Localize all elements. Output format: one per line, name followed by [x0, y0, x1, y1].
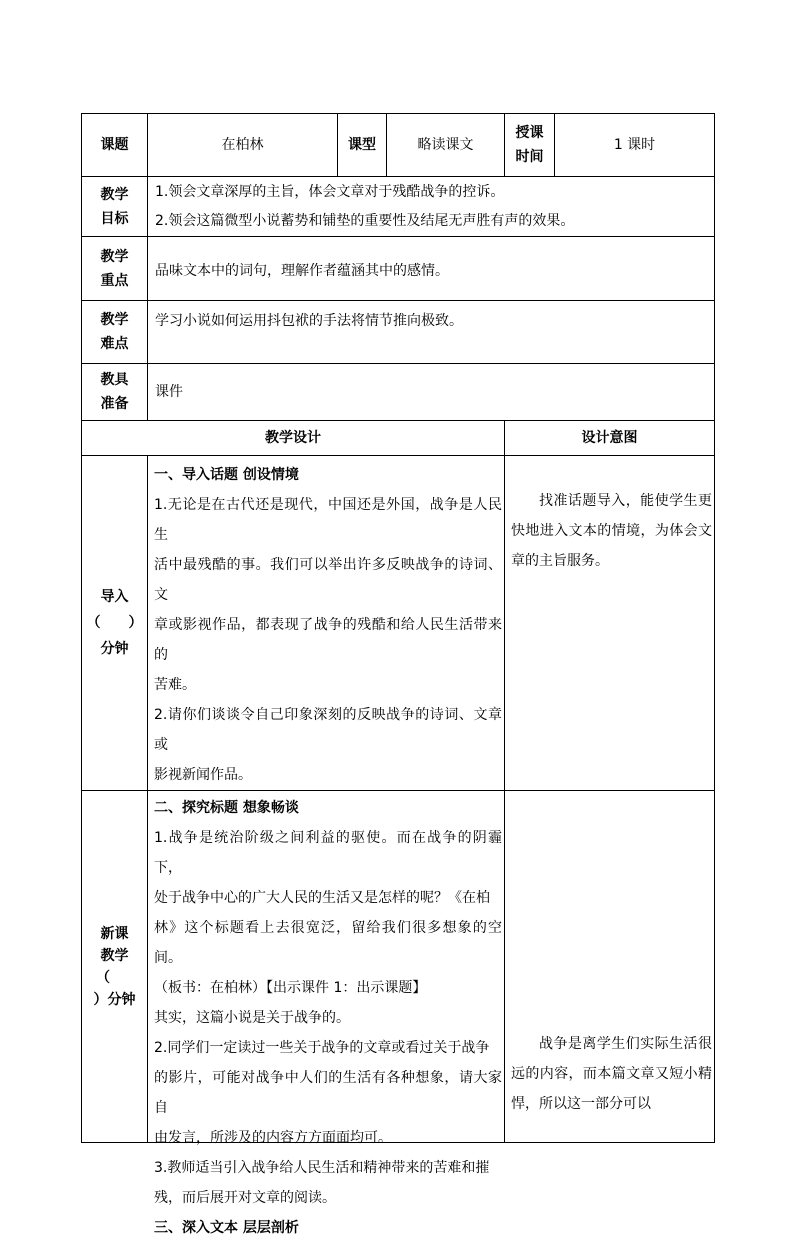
new-lesson-line: 其实，这篇小说是关于战争的。 [154, 1010, 350, 1026]
new-lesson-line: （板书：在柏林）【出示课件 1：出示课题】 [154, 980, 427, 996]
key-points-label-line2: 重点 [100, 272, 129, 289]
tools-label [82, 364, 148, 421]
tools-row [82, 364, 715, 421]
topic-label: 课题 [82, 114, 148, 177]
intro-line: 活中最残酷的事。我们可以举出许多反映战争的诗词、文 [154, 557, 502, 603]
intro-label-line2: （ ） [86, 615, 143, 631]
new-lesson-line: 1.战争是统治阶级之间利益的驱使。而在战争的阴霾下， [154, 830, 502, 876]
design-right-title: 设计意图 [505, 421, 715, 456]
new-lesson-heading: 二、探究标题 想象畅谈 [154, 800, 299, 816]
key-points-label [82, 237, 148, 301]
goals-label-line2: 目标 [100, 210, 129, 227]
intro-heading: 一、导入话题 创设情境 [154, 467, 299, 483]
type-label: 课型 [338, 114, 387, 177]
header-row [82, 114, 715, 177]
intro-line: 1.无论是在古代还是现代，中国还是外国，战争是人民生 [154, 497, 502, 543]
new-lesson-heading: 三、深入文本 层层剖析 [154, 1220, 299, 1236]
goals-label-line1: 教学 [100, 186, 129, 203]
difficulties-label-line2: 难点 [100, 336, 129, 352]
difficulties-text: 学习小说如何运用抖包袱的手法将情节推向极致。 [148, 301, 715, 364]
design-header-row [82, 421, 715, 456]
goal-item: 2.领会这篇微型小说蓄势和铺垫的重要性及结尾无声胜有声的效果。 [155, 212, 575, 229]
new-lesson-label [82, 791, 148, 1143]
new-lesson-row [82, 791, 715, 1143]
key-points-text: 品味文本中的词句，理解作者蕴涵其中的感情。 [148, 237, 715, 301]
new-lesson-line: 处于战争中心的广大人民的生活又是怎样的呢？《在柏 [154, 890, 490, 906]
new-lesson-line: 残，而后展开对文章的阅读。 [154, 1190, 336, 1206]
intro-line: 影视新闻作品。 [154, 767, 252, 783]
design-left-title: 教学设计 [82, 421, 505, 456]
intro-intent [505, 456, 715, 791]
goal-item: 1.领会文章深厚的主旨，体会文章对于残酷战争的控诉。 [155, 183, 505, 200]
new-lesson-line: 的影片，可能对战争中人们的生活有各种想象，请大家自 [154, 1070, 502, 1116]
intro-line: 2.请你们谈谈令自己印象深刻的反映战争的诗词、文章或 [154, 707, 502, 753]
topic-value: 在柏林 [148, 114, 338, 177]
tools-label-line1: 教具 [100, 372, 129, 388]
new-lesson-label-line4: ）分钟 [93, 991, 136, 1008]
new-lesson-line: 由发言，所涉及的内容方方面面均可。 [154, 1130, 392, 1146]
new-lesson-content [148, 791, 505, 1236]
new-lesson-intent-text: 战争是离学生们实际生活很远的内容，而本篇文章又短小精悍，所以这一部分可以 [511, 1036, 712, 1112]
difficulties-row [82, 301, 715, 364]
time-value: 1 课时 [555, 114, 715, 177]
difficulties-label [82, 301, 148, 364]
key-points-label-line1: 教学 [100, 248, 129, 265]
new-lesson-line: 林》这个标题看上去很宽泛，留给我们很多想象的空间。 [154, 920, 502, 966]
goals-content [148, 177, 715, 237]
new-lesson-line: 2.同学们一定读过一些关于战争的文章或看过关于战争 [154, 1040, 490, 1056]
goals-row [82, 177, 715, 237]
intro-line: 章或影视作品，都表现了战争的残酷和给人民生活带来的 [154, 617, 502, 663]
new-lesson-intent [505, 791, 715, 1143]
lesson-plan-table [81, 113, 715, 1236]
tools-text: 课件 [148, 364, 715, 421]
time-label-line2: 时间 [515, 149, 544, 165]
intro-label-line1: 导入 [100, 589, 129, 605]
intro-intent-text: 找准话题导入，能使学生更快地进入文本的情境，为体会文章的主旨服务。 [511, 493, 712, 569]
key-points-row [82, 237, 715, 301]
intro-row [82, 456, 715, 791]
intro-content [148, 456, 505, 791]
tools-label-line2: 准备 [100, 396, 129, 412]
time-label-line1: 授课 [515, 125, 544, 141]
time-label [505, 114, 555, 177]
difficulties-label-line1: 教学 [100, 312, 129, 328]
new-lesson-label-line3: （ [96, 969, 110, 986]
new-lesson-line: 3.教师适当引入战争给人民生活和精神带来的苦难和摧 [154, 1160, 490, 1176]
goals-label [82, 177, 148, 237]
new-lesson-label-line2: 教学 [100, 947, 129, 964]
intro-label-line3: 分钟 [100, 641, 129, 657]
new-lesson-label-line1: 新课 [100, 925, 129, 942]
intro-line: 苦难。 [154, 677, 196, 693]
intro-label [82, 456, 148, 791]
type-value: 略读课文 [387, 114, 505, 177]
